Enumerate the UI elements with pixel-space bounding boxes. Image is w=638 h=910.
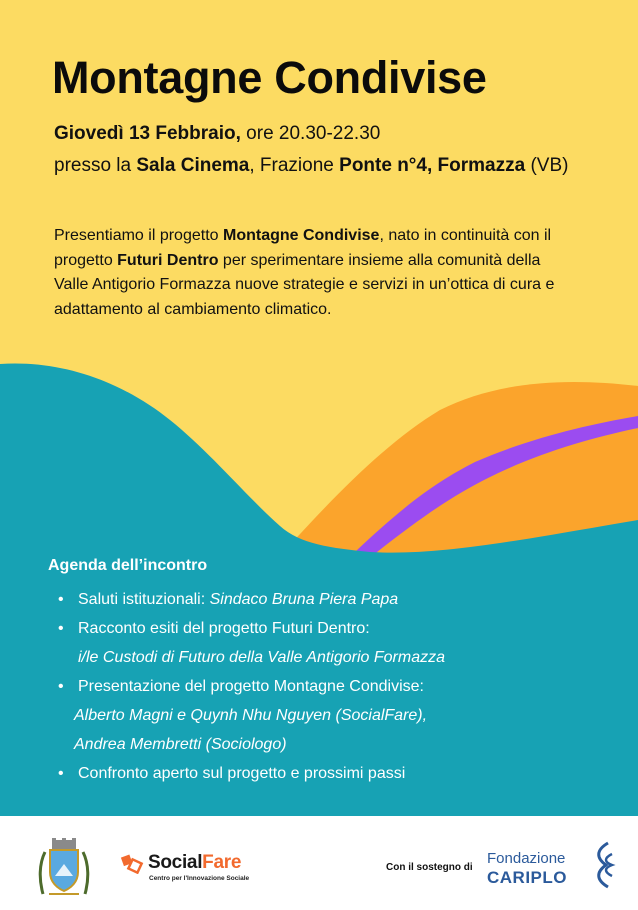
agenda-item-text: Confronto aperto sul progetto e prossimi passi <box>78 765 406 782</box>
agenda-title: Agenda dell’incontro <box>48 557 208 574</box>
event-time: ore 20.30-22.30 <box>240 123 381 144</box>
intro-project-name: Montagne Condivise <box>222 227 380 244</box>
agenda-list <box>56 585 616 788</box>
socialfare-name-b: Fare <box>202 852 242 873</box>
agenda-item-detail: Sindaco Bruna Piera Papa <box>209 591 399 608</box>
intro-part-2: , nato in continuità con il progetto <box>54 227 552 269</box>
agenda-item-detail: Alberto Magni e Quynh Nhu Nguyen (SocialFare), <box>74 707 428 724</box>
agenda-item-text: Racconto esiti del progetto Futuri Dentro: <box>78 620 370 637</box>
agenda-item-text: Presentazione del progetto Montagne Condivise: <box>78 678 424 695</box>
event-date: Giovedì 13 Febbraio, <box>54 123 241 144</box>
cariplo-logo-icon <box>590 840 616 890</box>
socialfare-name <box>148 852 241 874</box>
bullet-icon: • <box>58 678 64 695</box>
agenda-item <box>56 672 616 759</box>
support-text: Con il sostegno di <box>386 862 473 873</box>
location-suffix: (VB) <box>525 155 569 176</box>
socialfare-logo-icon <box>120 852 144 874</box>
intro-part-3: per sperimentare insieme alla comunità della Valle Antigorio Formazza nuove strategie e servizi in un’ottica di cura e adattamento al cambiamento climatico. <box>54 251 555 318</box>
location-venue: Sala Cinema <box>136 155 250 176</box>
location-place: Ponte n°4, Formazza <box>339 155 526 176</box>
intro-previous-project: Futuri Dentro <box>117 251 219 269</box>
socialfare-name-a: Social <box>148 852 203 873</box>
agenda-item-text: Saluti istituzionali: <box>78 591 210 608</box>
location-prefix: presso la <box>54 155 137 176</box>
bullet-icon: • <box>58 620 64 637</box>
page-title: Montagne Condivise <box>52 52 487 103</box>
agenda-item <box>56 585 616 614</box>
event-location <box>54 155 568 177</box>
agenda-item <box>56 614 616 672</box>
bullet-icon: • <box>58 765 64 782</box>
agenda-item <box>56 759 616 788</box>
location-middle: , Frazione <box>249 155 340 176</box>
agenda-item-detail: Andrea Membretti (Sociologo) <box>74 736 287 753</box>
socialfare-tagline: Centro per l'Innovazione Sociale <box>149 875 250 882</box>
bullet-icon: • <box>58 591 64 608</box>
fondazione-label: Fondazione <box>487 850 566 867</box>
municipal-crest-icon <box>37 836 91 898</box>
footer-logos <box>0 816 638 910</box>
cariplo-label: CARIPLO <box>487 868 567 887</box>
intro-part-1: Presentiamo il progetto <box>54 227 223 244</box>
event-date-time <box>54 123 380 145</box>
intro-paragraph <box>54 224 574 322</box>
agenda-item-detail: i/le Custodi di Futuro della Valle Antigorio Formazza <box>78 649 445 666</box>
